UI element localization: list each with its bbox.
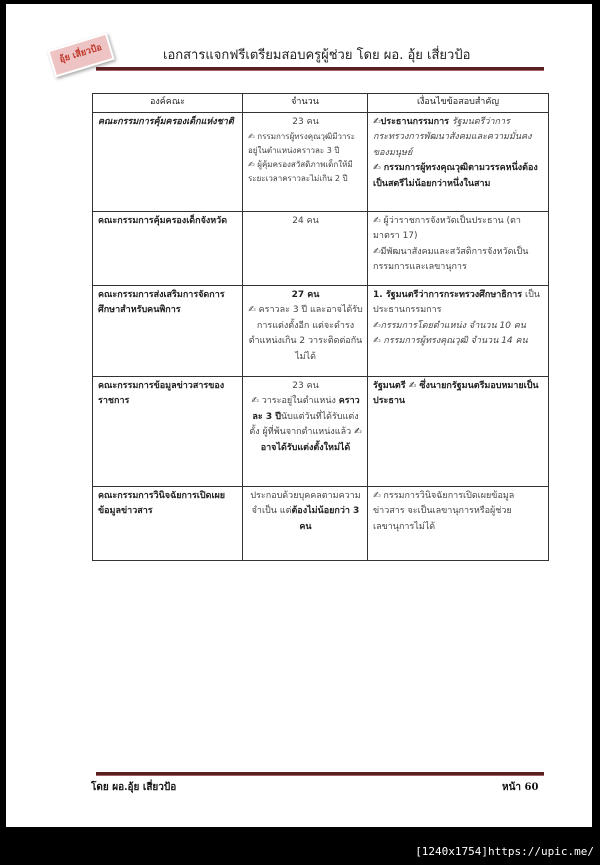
pen-bullet-icon: ✍: [373, 490, 381, 501]
footer-rule: [96, 772, 544, 776]
condition-label: กรรมการผู้ทรงคุณวุฒิตามวรรคหนึ่งต้องเป็นสตรีไม่น้อยกว่าหนึ่งในสาม: [373, 163, 538, 189]
condition-lead: [373, 288, 544, 319]
condition-item: [373, 319, 544, 335]
document-page: [6, 4, 592, 827]
committee-table: [92, 93, 549, 561]
pen-bullet-icon: ✍: [248, 160, 255, 169]
committee-conditions: [368, 211, 549, 285]
condition-item: [373, 214, 544, 245]
count-note: [248, 158, 363, 186]
committee-conditions: [368, 376, 549, 486]
committee-conditions: [368, 285, 549, 376]
committee-conditions: [368, 112, 549, 211]
count-value: 23 คน: [292, 380, 319, 391]
pen-bullet-icon: ✍: [408, 380, 417, 391]
column-header-conditions: เงื่อนไขข้อสอบสำคัญ: [368, 94, 549, 113]
count-minimum: ต้องไม่น้อยกว่า 3 คน: [291, 506, 360, 532]
committee-name: คณะกรรมการวินิจฉัยการเปิดเผยข้อมูลข่าวสาร: [93, 486, 243, 560]
count-note-text: กรรมการผู้ทรงคุณวุฒิมีวาระอยู่ในตำแหน่งคราวละ 3 ปี: [248, 132, 356, 155]
column-header-count: จำนวน: [243, 94, 368, 113]
committee-conditions: [368, 486, 549, 560]
pen-bullet-icon: ✍: [373, 246, 381, 257]
count-note: [248, 394, 363, 456]
table-header-row: [93, 94, 549, 113]
pen-bullet-icon: ✍: [251, 396, 259, 406]
committee-count: [243, 285, 368, 376]
condition-text: กรรมการโดยตำแหน่ง จำนวน 10 คน: [380, 320, 526, 331]
count-note-text: คราวละ 3 ปี และอาจได้รับการแต่งตั้งอีก แต่จะดำรงตำแหน่งเกิน 2 วาระติดต่อกันไม่ได้: [248, 305, 363, 362]
count-note-reappoint: อาจได้รับแต่งตั้งใหม่ได้: [260, 442, 351, 453]
condition-lead-text: 1. รัฐมนตรีว่าการกระทรวงศึกษาธิการ: [373, 289, 523, 300]
column-header-committee: องค์คณะ: [93, 94, 243, 113]
condition-text: ซึ่งนายกรัฐมนตรีมอบหมายเป็นประธาน: [373, 380, 539, 406]
condition-item: [373, 334, 544, 350]
committee-count: [243, 486, 368, 560]
condition-text: รัฐมนตรี: [373, 380, 406, 391]
footer-author: โดย ผอ.อุ้ย เสี่ยวป้อ: [91, 782, 177, 793]
condition-item: [373, 245, 544, 276]
count-note-text: ผู้คุ้มครองสวัสดิภาพเด็กให้มีระยะเวลาคราวละไม่เกิน 2 ปี: [248, 160, 353, 183]
count-value: 23 คน: [292, 116, 319, 127]
pen-bullet-icon: ✍: [248, 132, 255, 141]
count-value: 27 คน: [291, 289, 320, 300]
author-stamp: อุ้ย เสี่ยวป้อ: [47, 33, 114, 78]
table-row: [93, 486, 549, 560]
committee-count: [243, 376, 368, 486]
count-note: [248, 303, 363, 365]
count-note: [248, 130, 363, 158]
page-number: หน้า 60: [502, 782, 539, 793]
committee-name: คณะกรรมการส่งเสริมการจัดการศึกษาสำหรับคนพิการ: [93, 285, 243, 376]
committee-name: คณะกรรมการข้อมูลข่าวสารของราชการ: [93, 376, 243, 486]
document-header-title: เอกสารแจกฟรีเตรียมสอบครูผู้ช่วย โดย ผอ. อุ้ย เสี่ยวป้อ: [163, 48, 471, 63]
table-row: [93, 285, 549, 376]
condition-lead-tail: เป็นประธานกรรมการ: [373, 289, 540, 315]
count-note-text: นับแต่วันที่ได้รับแต่งตั้ง ผู้ที่พ้นจากตำแหน่งแล้ว: [249, 411, 359, 437]
condition-detail: รัฐมนตรีว่าการกระทรวงการพัฒนาสังคมและความมั่นคงของมนุษย์: [373, 116, 532, 158]
condition-text: กรรมการผู้ทรงคุณวุฒิ จำนวน 14 คน: [383, 336, 528, 346]
count-note-text: ประกอบด้วยบุคคลตามความจำเป็น แต่: [250, 490, 361, 516]
pen-bullet-icon: ✍: [373, 336, 381, 346]
committee-count: 24 คน: [243, 211, 368, 285]
condition-text: ผู้ว่าราชการจังหวัดเป็นประธาน (ตามาตรา 17): [373, 215, 521, 241]
count-note-term: คราวละ 3 ปี: [252, 396, 360, 422]
header-rule: [96, 67, 544, 71]
pen-bullet-icon: ✍: [354, 427, 362, 437]
committee-name: คณะกรรมการคุ้มครองเด็กจังหวัด: [93, 211, 243, 285]
condition-text: กรรมการวินิจฉัยการเปิดเผยข้อมูลข่าวสาร จะเป็นเลขานุการหรือผู้ช่วยเลขานุการไม่ได้: [373, 490, 515, 532]
condition-item: [373, 161, 544, 192]
committee-name: คณะกรรมการคุ้มครองเด็กแห่งชาติ: [93, 112, 243, 211]
image-watermark: [1240x1754]https://upic.me/: [415, 845, 594, 858]
table-row: [93, 211, 549, 285]
table-row: [93, 376, 549, 486]
pen-bullet-icon: ✍: [373, 215, 381, 226]
pen-bullet-icon: ✍: [373, 116, 381, 127]
pen-bullet-icon: ✍: [248, 305, 256, 315]
committee-count: [243, 112, 368, 211]
table-row: [93, 112, 549, 211]
count-note-text: วาระอยู่ในตำแหน่ง: [261, 396, 336, 406]
condition-label: ประธานกรรมการ: [380, 116, 450, 127]
condition-text: มีพัฒนาสังคมและสวัสดิการจังหวัดเป็นกรรมการและเลขานุการ: [373, 246, 529, 272]
condition-item: [373, 115, 544, 162]
pen-bullet-icon: ✍: [373, 163, 381, 173]
pen-bullet-icon: ✍: [373, 320, 381, 331]
